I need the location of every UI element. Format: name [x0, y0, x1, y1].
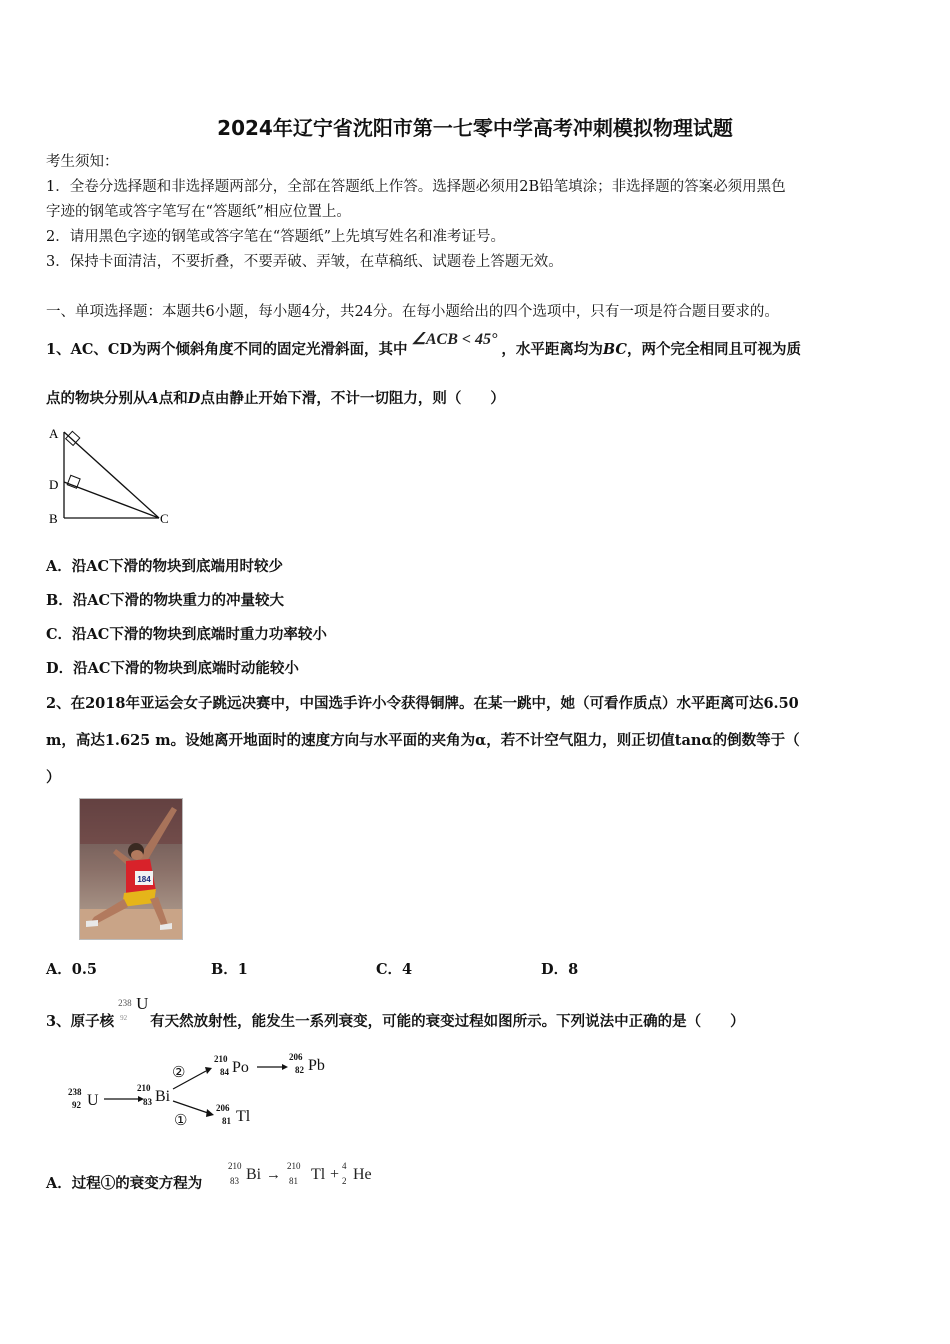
- q3-suffix: 有天然放射性，能发生一系列衰变，可能的衰变过程如图所示。下列说法中正确的是（ ）: [150, 1013, 745, 1030]
- label-a: A: [49, 426, 59, 441]
- dia-pb-mass: 206: [289, 1052, 303, 1062]
- dia-tl-mass: 206: [216, 1103, 230, 1113]
- eq-tl-mass: 210: [287, 1161, 301, 1171]
- q2-stem-line-2: m，高达1.625 m。设她离开地面时的速度方向与水平面的夹角为α，若不计空气阻力，则正切值tanα的倒数等于（: [46, 732, 800, 749]
- eq-bi-sym: Bi: [246, 1166, 262, 1183]
- q1-text-part3: ，两个完全相同且可视为质: [626, 341, 801, 358]
- dia-pb-sym: Pb: [308, 1057, 325, 1074]
- q1-option-b[interactable]: B．沿AC下滑的物块重力的冲量较大: [46, 592, 285, 609]
- eq-arrow: →: [266, 1167, 281, 1183]
- q3-prefix: 3、原子核: [46, 1013, 115, 1030]
- athlete-bib-number: 184: [137, 875, 151, 884]
- q2-option-c[interactable]: C．4: [376, 961, 413, 978]
- long-jump-photo: [79, 798, 183, 940]
- q3-option-a[interactable]: [46, 1174, 202, 1194]
- q1-bc: BC: [602, 341, 627, 358]
- q2-option-d[interactable]: D．8: [541, 961, 579, 978]
- dia-bi-z: 83: [143, 1097, 152, 1107]
- notice-line-3: 3．保持卡面清洁，不要折叠，不要弄破、弄皱，在草稿纸、试题卷上答题无效。: [46, 254, 563, 270]
- dia-path-2: ②: [172, 1065, 186, 1081]
- eq-tl-z: 81: [289, 1176, 298, 1186]
- notice-line-1b: 字迹的钢笔或答字笔写在“答题纸”相应位置上。: [46, 204, 351, 220]
- incline-diagram: [44, 420, 184, 532]
- eq-he-sym: He: [353, 1166, 372, 1183]
- dia-pb-z: 82: [295, 1065, 304, 1075]
- dia-u-z: 92: [72, 1100, 81, 1110]
- q1-option-d[interactable]: D．沿AC下滑的物块到底端时动能较小: [46, 660, 299, 677]
- notice-line-2: 2．请用黑色字迹的钢笔或答字笔在“答题纸”上先填写姓名和准考证号。: [46, 229, 506, 245]
- q2-option-b[interactable]: B．1: [211, 961, 248, 978]
- q2-option-a[interactable]: A．0.5: [46, 961, 97, 978]
- q3-uranium-nucleus: 238 92 U: [118, 994, 149, 1022]
- q1-line2c: 点由静止开始下滑，不计一切阻力，则（ ）: [200, 390, 505, 407]
- q1-stem-line-1: [46, 331, 801, 360]
- athlete-illustration: [80, 799, 182, 939]
- dia-po-sym: Po: [232, 1059, 249, 1076]
- section-heading: 一、单项选择题：本题共6小题，每小题4分，共24分。在每小题给出的四个选项中，只有一项是符合题目要求的。: [46, 304, 779, 320]
- label-c: C: [160, 511, 169, 526]
- dia-u-mass: 238: [68, 1087, 82, 1097]
- incline-dc: [64, 482, 159, 518]
- q1-text-part1: 1、AC、CD为两个倾斜角度不同的固定光滑斜面，其中: [46, 341, 408, 358]
- eq-tl-sym: Tl: [311, 1166, 326, 1183]
- eq-bi-z: 83: [230, 1176, 239, 1186]
- dia-tl-sym: Tl: [236, 1108, 251, 1125]
- q1-stem-line-2: [46, 389, 505, 409]
- q1-point-a: A: [147, 390, 159, 407]
- notice-line-1a: 1．全卷分选择题和非选择题两部分，全部在答题纸上作答。选择题必须用2B铅笔填涂；非选择题的答案必须用黑色: [46, 179, 786, 195]
- page-title: 2024年辽宁省沈阳市第一七零中学高考冲刺模拟物理试题: [217, 116, 733, 140]
- dia-u-sym: U: [87, 1092, 99, 1109]
- q1-line2b: 点和: [158, 390, 188, 407]
- q2-stem-line-1: 2、在2018年亚运会女子跳远决赛中，中国选手许小令获得铜牌。在某一跳中，她（可看作质点）水平距离可达6.50: [46, 695, 799, 712]
- notice-heading: 考生须知：: [46, 154, 119, 170]
- dia-po-mass: 210: [214, 1054, 228, 1064]
- dia-path-1: ①: [174, 1113, 188, 1129]
- q1-angle-condition: ∠ACB < 45°: [411, 331, 498, 348]
- q1-text-part2: ，水平距离均为: [501, 341, 603, 358]
- q1-option-a[interactable]: A．沿AC下滑的物块到底端用时较少: [46, 558, 284, 575]
- eq-he-mass: 4: [342, 1161, 347, 1171]
- decay-equation: [226, 1158, 386, 1190]
- eq-bi-mass: 210: [228, 1161, 242, 1171]
- q1-option-c[interactable]: C．沿AC下滑的物块到底端时重力功率较小: [46, 626, 327, 643]
- block-at-a: [66, 431, 80, 445]
- dia-po-z: 84: [220, 1067, 229, 1077]
- q1-line2a: 点的物块分别从: [46, 390, 148, 407]
- eq-he-z: 2: [342, 1176, 347, 1186]
- dia-bi-sym: Bi: [155, 1088, 171, 1105]
- dia-tl-z: 81: [222, 1116, 231, 1126]
- q3-option-a-text: A．过程①的衰变方程为: [46, 1175, 203, 1192]
- eq-plus: +: [330, 1166, 340, 1183]
- incline-ac: [64, 432, 159, 518]
- dia-bi-mass: 210: [137, 1083, 151, 1093]
- q2-stem-line-3: ）: [46, 769, 61, 786]
- q1-point-d: D: [187, 390, 201, 407]
- label-d: D: [49, 477, 59, 492]
- q3-stem: [46, 994, 745, 1032]
- label-b: B: [49, 511, 58, 526]
- decay-diagram: [60, 1045, 360, 1135]
